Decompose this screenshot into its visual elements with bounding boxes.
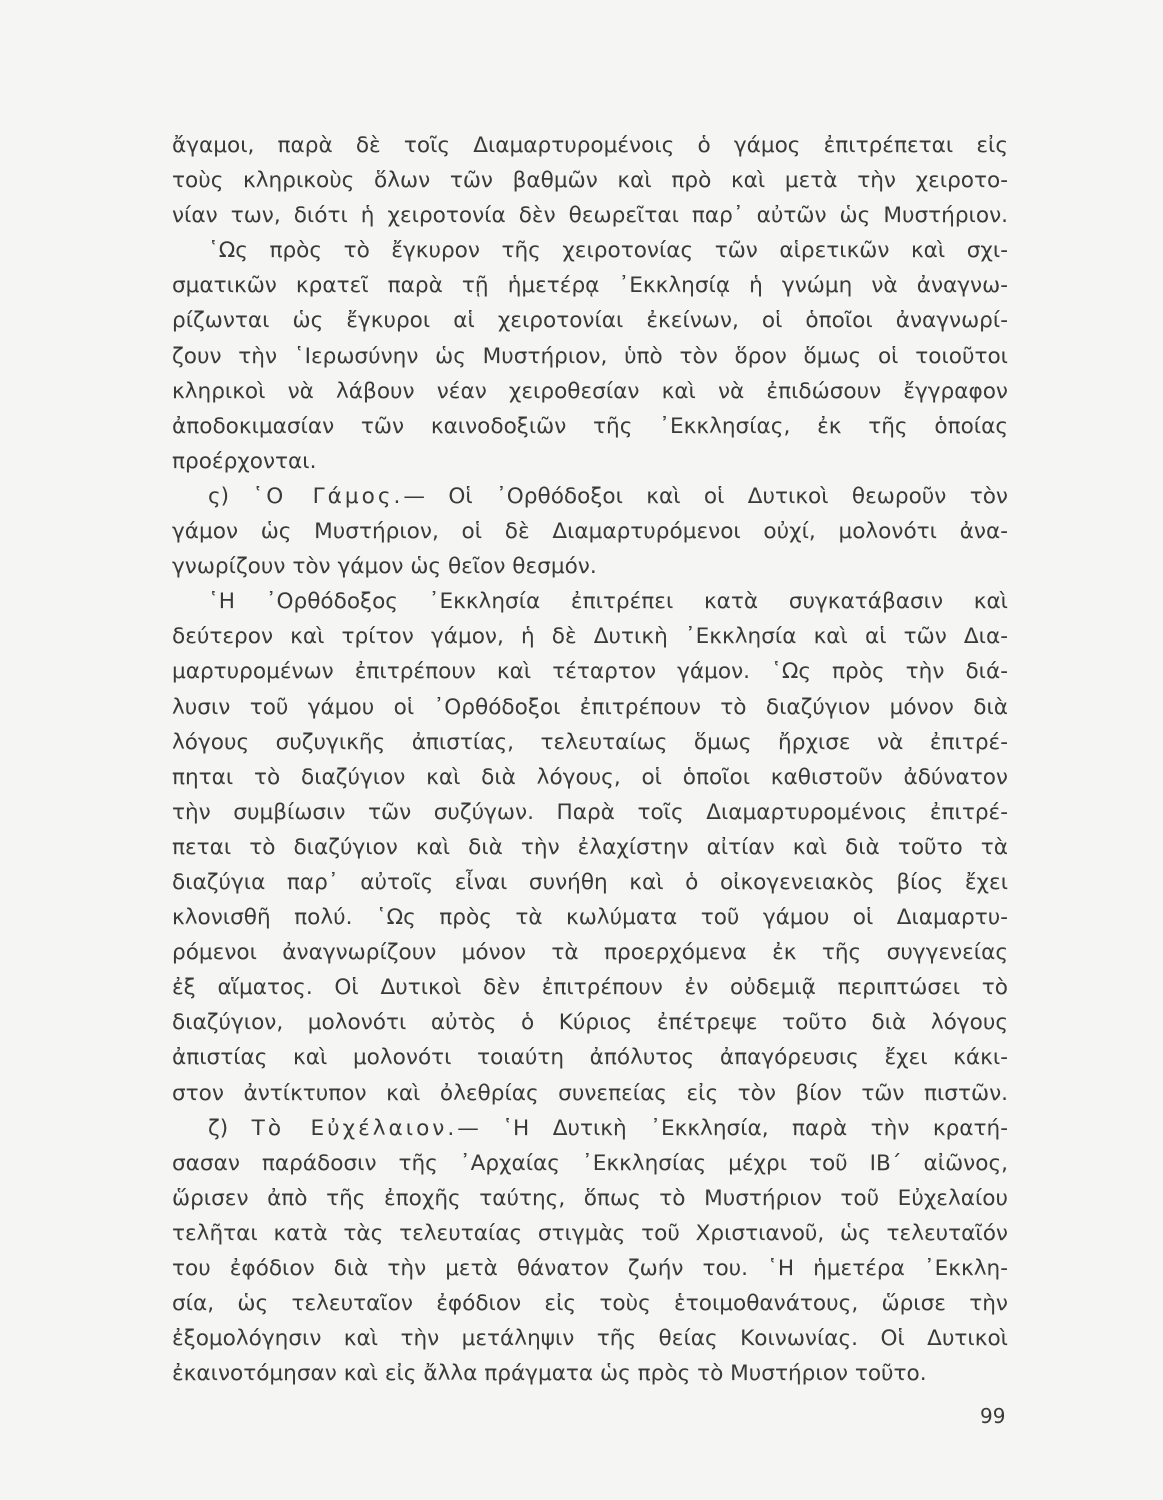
text-line: διαζύγιον, μολονότι αὐτὸς ὁ Κύριος ἐπέτρεψε τοῦτο διὰ λόγους bbox=[172, 1010, 1008, 1036]
text-line: νίαν των, διότι ἡ χειροτονία δὲν θεωρεῖται παρ᾽ αὐτῶν ὡς Μυστήριον. bbox=[172, 203, 1008, 229]
text-line: πηται τὸ διαζύγιον καὶ διὰ λόγους, οἱ ὁποῖοι καθιστοῦν ἀδύνατον bbox=[172, 764, 1008, 790]
text-line: σία, ὡς τελευταῖον ἐφόδιον εἰς τοὺς ἑτοιμοθανάτους, ὥρισε τὴν bbox=[172, 1291, 1008, 1317]
text-line: ῾Ως πρὸς τὸ ἔγκυρον τῆς χειροτονίας τῶν αἱρετικῶν καὶ σχι- bbox=[208, 238, 1008, 264]
text-line: του ἐφόδιον διὰ τὴν μετὰ θάνατον ζωήν του. ῾Η ἡμετέρα ᾽Εκκλη- bbox=[172, 1256, 1008, 1281]
text-line: σασαν παράδοσιν τῆς ᾽Αρχαίας ᾽Εκκλησίας μέχρι τοῦ ΙΒ΄ αἰῶνος, bbox=[172, 1150, 1008, 1176]
text-line: ἄγαμοι, παρὰ δὲ τοῖς Διαμαρτυρομένοις ὁ γάμος ἐπιτρέπεται εἰς bbox=[172, 133, 1008, 158]
section-title: ῾Ο Γάμος. bbox=[252, 483, 404, 509]
text-line: μαρτυρομένων ἐπιτρέπουν καὶ τέταρτον γάμον. ῾Ως πρὸς τὴν διά- bbox=[172, 659, 1008, 685]
section-intro: — Οἱ ᾽Ορθόδοξοι καὶ οἱ Δυτικοὶ θεωροῦν τὸν bbox=[403, 483, 1008, 509]
text-line: ἐκαινοτόμησαν καὶ εἰς ἄλλα πράγματα ὡς πρὸς τὸ Μυστήριον τοῦτο. bbox=[172, 1361, 927, 1387]
section-marker: ζ) bbox=[208, 1115, 229, 1141]
text-line: γνωρίζουν τὸν γάμον ὡς θεῖον θεσμόν. bbox=[172, 554, 597, 580]
text-line: κληρικοὶ νὰ λάβουν νέαν χειροθεσίαν καὶ νὰ ἐπιδώσουν ἔγγραφον bbox=[172, 378, 1008, 404]
page-number: 99 bbox=[980, 1404, 1006, 1428]
text-line: ρόμενοι ἀναγνωρίζουν μόνον τὰ προερχόμενα ἐκ τῆς συγγενείας bbox=[172, 940, 1008, 966]
text-line: προέρχονται. bbox=[172, 448, 317, 474]
text-line: ἐξομολόγησιν καὶ τὴν μετάληψιν τῆς θείας Κοινωνίας. Οἱ Δυτικοὶ bbox=[172, 1326, 1008, 1352]
text-line: στον ἀντίκτυπον καὶ ὀλεθρίας συνεπείας εἰς τὸν βίον τῶν πιστῶν. bbox=[172, 1080, 1008, 1106]
text-line: ἀπιστίας καὶ μολονότι τοιαύτη ἀπόλυτος ἀπαγόρευσις ἔχει κάκι- bbox=[172, 1045, 1008, 1071]
text-line: κλονισθῆ πολύ. ῾Ως πρὸς τὰ κωλύματα τοῦ γάμου οἱ Διαμαρτυ- bbox=[172, 905, 1008, 931]
text-line: ρίζωνται ὡς ἔγκυροι αἱ χειροτονίαι ἐκείνων, οἱ ὁποῖοι ἀναγνωρί- bbox=[172, 308, 1008, 334]
section-marker: ς) bbox=[208, 483, 230, 509]
text-line: ῾Η ᾽Ορθόδοξος ᾽Εκκλησία ἐπιτρέπει κατὰ συγκατάβασιν καὶ bbox=[208, 589, 1008, 615]
section-title: Τὸ Εὐχέλαιον. bbox=[251, 1115, 458, 1141]
text-line: διαζύγια παρ᾽ αὐτοῖς εἶναι συνήθη καὶ ὁ οἰκογενειακὸς βίος ἔχει bbox=[172, 869, 1008, 895]
section-heading-unction bbox=[172, 1111, 1008, 1146]
text-line: ζουν τὴν ῾Ιερωσύνην ὡς Μυστήριον, ὑπὸ τὸν ὅρον ὅμως οἱ τοιοῦτοι bbox=[172, 343, 1008, 369]
text-line: πεται τὸ διαζύγιον καὶ διὰ τὴν ἐλαχίστην αἰτίαν καὶ διὰ τοῦτο τὰ bbox=[172, 834, 1008, 860]
text-line: ἀποδοκιμασίαν τῶν καινοδοξιῶν τῆς ᾽Εκκλησίας, ἐκ τῆς ὁποίας bbox=[172, 413, 1008, 439]
text-line: λόγους συζυγικῆς ἀπιστίας, τελευταίως ὅμως ἤρχισε νὰ ἐπιτρέ- bbox=[172, 729, 1008, 755]
body-text bbox=[172, 128, 1008, 1391]
text-line: γάμον ὡς Μυστήριον, οἱ δὲ Διαμαρτυρόμενοι οὐχί, μολονότι ἀνα- bbox=[172, 519, 1008, 545]
text-line: ἐξ αἵματος. Οἱ Δυτικοὶ δὲν ἐπιτρέπουν ἐν οὐδεμιᾷ περιπτώσει τὸ bbox=[172, 975, 1008, 1001]
text-line: σματικῶν κρατεῖ παρὰ τῇ ἡμετέρᾳ ᾽Εκκλησίᾳ ἡ γνώμη νὰ ἀναγνω- bbox=[172, 273, 1008, 299]
section-intro: — ῾Η Δυτικὴ ᾽Εκκλησία, παρὰ τὴν κρατή- bbox=[457, 1115, 1008, 1141]
text-line: δεύτερον καὶ τρίτον γάμον, ἡ δὲ Δυτικὴ ᾽Εκκλησία καὶ αἱ τῶν Δια- bbox=[172, 624, 1008, 650]
section-heading-marriage bbox=[172, 479, 1008, 514]
text-line: τοὺς κληρικοὺς ὅλων τῶν βαθμῶν καὶ πρὸ καὶ μετὰ τὴν χειροτο- bbox=[172, 168, 1008, 194]
text-line: τελῆται κατὰ τὰς τελευταίας στιγμὰς τοῦ Χριστιανοῦ, ὡς τελευταῖόν bbox=[172, 1220, 1008, 1246]
text-line: τὴν συμβίωσιν τῶν συζύγων. Παρὰ τοῖς Διαμαρτυρομένοις ἐπιτρέ- bbox=[172, 799, 1008, 825]
text-line: λυσιν τοῦ γάμου οἱ ᾽Ορθόδοξοι ἐπιτρέπουν τὸ διαζύγιον μόνον διὰ bbox=[172, 694, 1008, 720]
text-line: ὥρισεν ἀπὸ τῆς ἐποχῆς ταύτης, ὅπως τὸ Μυστήριον τοῦ Εὐχελαίου bbox=[172, 1185, 1008, 1211]
